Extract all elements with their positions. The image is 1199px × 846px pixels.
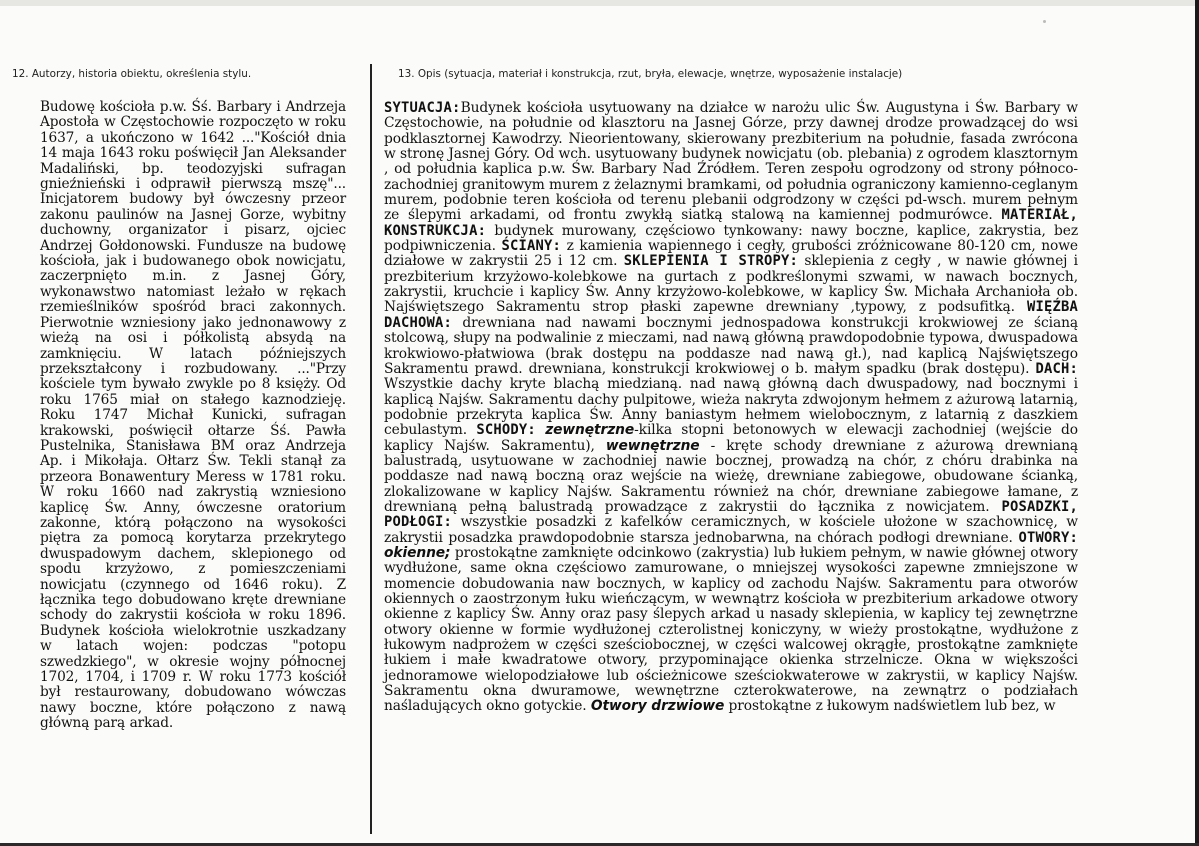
description-segment: prostokątne zamknięte odcinkowo (zakrystia) lub łukiem pełnym, w nawie głównej otwory wydłużone, same okna częściowo zamurowane, o mniejszej wysokości zapewne zmniejszone w momencie dobudowania naw bocznych, w kaplicy od zachodu Najśw. Sakramentu para otworów okiennych o zaostrzonym łuku wieńczącym, w wewnątrz kościoła w prezbiterium arkadowe otwory okienne z kaplicy Św. Anny oraz pasy ślepych arkad u nasady sklepienia, w kaplicy tej zewnętrzne otwory okienne w formie wydłużonej czterolistnej koniczyny, w wieży prostokątne, wydłużone z łukowym nadprożem w części sześciobocznej, w części walcowej okrągłe, prostokątne zamknięte łukiem i małe kwadratowe otwory, przypominające okienka strzelnicze. Okna w większości jednoramowe wielopodziałowe lub ościeżnicowe sześciokwaterowe w zakrystii, w kaplicy Najśw. Sakramentu okna dwuramowe, wewnętrzne czterokwaterowe, na zewnątrz o podziałach naśladujących okno gotyckie. (384, 544, 1078, 715)
description-segment: -kilka stopni betonowych w elewacji zachodniej (wejście do kaplicy Najśw. Sakramentu), (384, 422, 1078, 454)
section-label: OTWORY: (1018, 529, 1078, 546)
emphasis-text: zewnętrzne (545, 422, 635, 439)
section-label: SKLEPIENIA I STROPY: (623, 253, 799, 270)
section-label: DACH: (1035, 360, 1078, 377)
section-label: ŚCIANY: (501, 238, 562, 255)
description-segment: prostokątne z łukowym nadświetlem lub bez, w (724, 698, 1056, 715)
section-label: WIĘŹBA DACHOWA: (384, 299, 1078, 331)
section-label: MATERIAŁ, KONSTRUKCJA: (384, 207, 1078, 239)
section-label: SCHODY: (476, 422, 536, 439)
emphasis-text: Otwory drzwiowe (590, 698, 725, 715)
section-label: SYTUACJA: (384, 100, 461, 116)
description-segment: wszystkie posadzki z kafelków ceramicznych, w kościele ułożone w szachownicę, w zakrystii posadzka prawdopodobnie starsza jednobarwna, na chórach podłogi drewniane. (384, 514, 1078, 546)
column-divider (370, 64, 372, 834)
description-segment: - kręte schody drewniane z ażurową drewnianą balustradą, usytuowane w zachodniej nawie bocznej, prowadzą na chór, z chóru drabinka na poddasze nad nawą boczną oraz wejście na wieżę, drewniane zabiegowe, obudowane ścianką, zlokalizowane w kaplicy Najśw. Sakramentu również na chór, drewniane zabiegowe łamane, z drewnianą pełną balustradą prowadzące z zakrystii do łącznika z nowicjatem. (384, 437, 1078, 515)
description-segment: budynek murowany, częściowo tynkowany: nawy boczne, kaplice, zakrystia, bez podpiwniczenia. (384, 222, 1078, 255)
right-column-heading: 13. Opis (sytuacja, materiał i konstrukcja, rzut, bryła, elewacje, wnętrze, wyposażenie instalacje) (398, 68, 903, 80)
emphasis-text: wewnętrzne (605, 437, 700, 454)
description-segment (536, 422, 545, 438)
left-column-heading: 12. Autorzy, historia obiektu, określenia stylu. (12, 68, 252, 80)
emphasis-text: okienne; (384, 544, 451, 561)
history-text: Budowę kościoła p.w. Śś. Barbary i Andrzeja Apostoła w Częstochowie rozpoczęto w roku 1637, a ukończono w 1642 ..."Kościół dnia 14 maja 1643 roku poświęcił Jan Aleksander Madaliński, bp. teodozyjski sufragan gnieźnieński i odprawił pierwszą mszę"... Inicjatorem budowy był ówczesny przeor zakonu paulinów na Jasnej Gorze, wybitny duchowny, organizator i pisarz, ojciec Andrzej Gołdonowski. Fundusze na budowę kościoła, jak i budowanego obok nowicjatu, zaczerpnięto m.in. z Jasnej Góry, wykonawstwo natomiast leżało w rękach rzemieślników spośród braci zakonnych. Pierwotnie wzniesiony jako jednonawowy z wieżą na osi i półkolistą absydą na zamknięciu. W latach późniejszych przekształcony i rozbudowany. ..."Przy kościele tym bywało zwykle po 8 księży. Od roku 1765 miał on stałego kaznodzieję. Roku 1747 Michał Kunicki, sufragan krakowski, poświęcił ołtarze Śś. Pawła Pustelnika, Stanisława BM oraz Andrzeja Ap. i Mikołaja. Ołtarz Św. Tekli stanął za przeora Bonawentury Meress w 1781 roku. W roku 1660 nad zakrystią wzniesiono kaplicę Św. Anny, ówczesne oratorium zakonne, którą połączono na wysokości piętra za pomocą korytarza przekrytego dwuspadowym dachem, sklepionego od spodu krzyżowo, z pomieszczeniami nowicjatu (czynnego od 1646 roku). Z łącznika tego dobudowano kręte drewniane schody do zakrystii kościoła w roku 1896. Budynek kościoła wielokrotnie uszkadzany w latach wojen: podczas "potopu szwedzkiego", w okresie wojny północnej 1702, 1704, i 1709 r. W roku 1773 kościół był restaurowany, dobudowano wówczas nawy boczne, które połączono z nawą główną parą arkad. (40, 99, 346, 732)
description-segment: drewniana nad nawami bocznymi jednospadowa konstrukcji krokwiowej ze ścianą stolcową, słupy na podwalinie z mieczami, nad nawą główną prawdopodobnie typowa, dwuspadowa krokwiowo-płatwiowa (brak dostępu na poddasze nad nawą gł.), nad kaplicą Najświętszego Sakramentu prawd. drewniana, konstrukcji krokwiowej o b. małym spadku (brak dostępu). (384, 314, 1078, 377)
description-segment: Wszystkie dachy kryte blachą miedzianą. nad nawą główną dach dwuspadowy, nad bocznymi i kaplicą Najśw. Sakramentu dachy pulpitowe, wieża nakryta zdwojonym hełmem z ażurową latarnią, podobnie przekryta kaplica Św. Anny baniastym hełmem wielobocznym, z latarnią z daszkiem cebulastym. (384, 376, 1078, 439)
scan-speck (1043, 20, 1046, 23)
description-segment: Budynek kościoła usytuowany na działce w narożu ulic Św. Augustyna i Św. Barbary w Częstochowie, na południe od klasztoru na Jasnej Górze, przy dawnej drodze prowadzącej do wsi podklasztornej Kawodrzy. Nieorientowany, skierowany prezbiterium na południe, fasada zwrócona w stronę Jasnej Góry. Od wch. usytuowany budynek nowicjatu (ob. plebania) z ogrodem klasztornym , od południa kaplica p.w. Św. Barbary Nad Źródłem. Teren zespołu ogrodzony od strony północo-zachodniej granitowym murem z żelaznymi bramkami, od południa ograniczony kamienno-ceglanym murem, podobnie teren kościoła od terenu plebanii odgrodzony w części pd-wsch. murem pełnym ze ślepymi arkadami, od frontu zwykłą siatką stalową na kamiennej podmurówce. (384, 100, 1078, 224)
page-top-edge (0, 0, 1199, 6)
page-right-edge (1195, 0, 1199, 846)
description-text (384, 101, 1078, 715)
section-label: POSADZKI, PODŁOGI: (384, 498, 1078, 531)
description-segment: sklepienia z cegły , w nawie głównej i prezbiterium krzyżowo-kolebkowe na gurtach z podkreślonymi szwami, w nawach bocznych, zakrystii, kruchcie i kaplicy Św. Anny krzyżowo-kolebkowe, w kaplicy Św. Michała Archanioła ob. Najświętszego Sakramentu strop płaski zapewne drewniany ,typowy, z podsufitką. (384, 253, 1078, 316)
description-segment: z kamienia wapiennego i cegły, grubości zróżnicowane 80-120 cm, nowe działowe w zakrystii 25 i 12 cm. (384, 238, 1078, 270)
